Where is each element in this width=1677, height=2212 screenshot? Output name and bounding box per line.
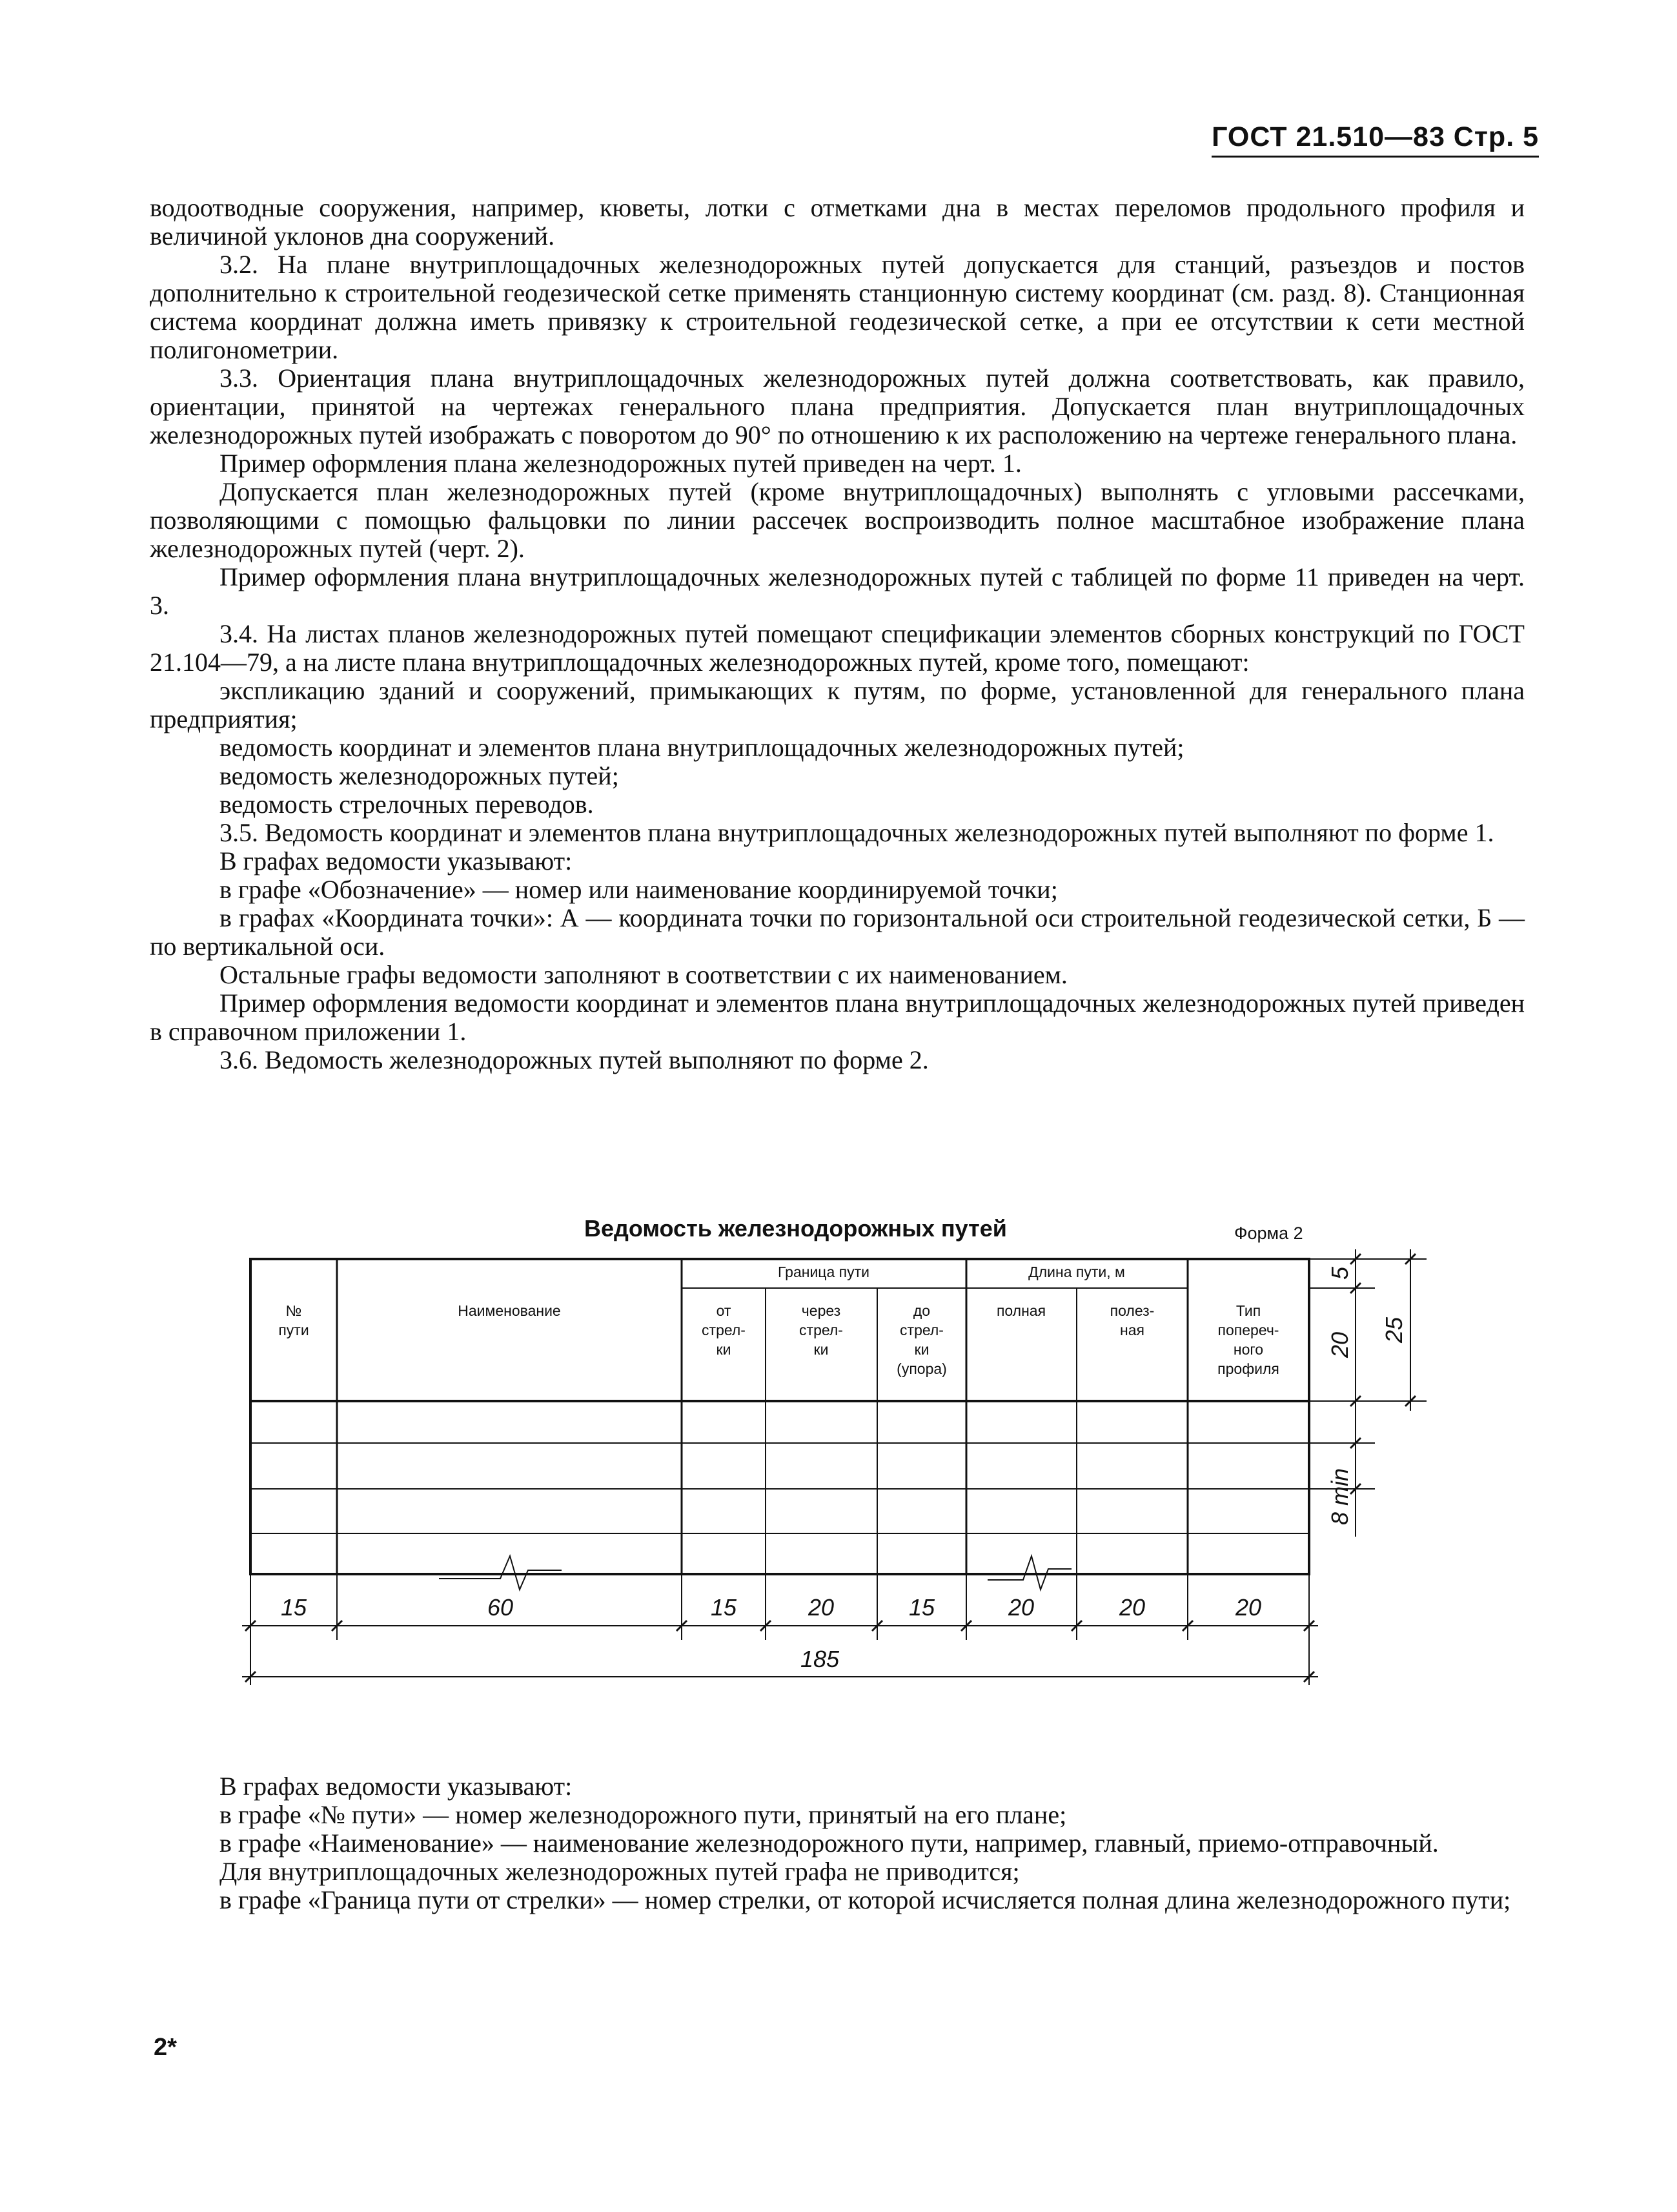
dim-row-height: 8 min	[1326, 1468, 1353, 1526]
dim-width-name: 60	[487, 1594, 514, 1621]
header-no-line1: №	[285, 1302, 302, 1319]
paragraph: Пример оформления ведомости координат и элементов плана внутриплощадочных железнодорожных путей приведен в справочном приложении 1.	[150, 988, 1525, 1046]
header-to-line3: ки	[914, 1341, 930, 1358]
paragraph: Допускается план железнодорожных путей (кроме внутриплощадочных) выполнять с угловыми рассечками, позволяющими с помощью фальцовки по линии рассечек воспроизводить полное масштабное изображение плана железнодорожных путей (черт. 2).	[150, 477, 1525, 563]
header-through-line1: через	[801, 1302, 841, 1319]
dim-width-from: 15	[710, 1594, 737, 1621]
header-through-line2: стрел-	[799, 1322, 843, 1338]
header-to-line1: до	[913, 1302, 931, 1319]
dim-total-width: 185	[800, 1646, 840, 1672]
dim-width-to: 15	[908, 1594, 935, 1621]
paragraph: водоотводные сооружения, например, кюветы, лотки с отметками дна в местах переломов продольного профиля и величиной уклонов дна сооружений.	[150, 193, 1525, 251]
header-useful-line2: ная	[1120, 1322, 1144, 1338]
header-no-line2: пути	[278, 1322, 309, 1338]
dim-width-type: 20	[1235, 1594, 1262, 1621]
header-to-line2: стрел-	[900, 1322, 944, 1338]
header-to-line4: (упора)	[897, 1360, 947, 1377]
header-from-line3: ки	[716, 1341, 731, 1358]
header-type-line2: попереч-	[1217, 1322, 1279, 1338]
text-block-bottom	[150, 1772, 1525, 1914]
form-title: Ведомость железнодорожных путей	[584, 1215, 1007, 1242]
paragraph: Для внутриплощадочных железнодорожных путей графа не приводится;	[219, 1857, 1020, 1886]
dim-header-top: 5	[1326, 1266, 1353, 1280]
paragraph: в графе «Граница пути от стрелки» — номер стрелки, от которой исчисляется полная длина железнодорожного пути;	[219, 1885, 1511, 1914]
paragraph: экспликацию зданий и сооружений, примыкающих к путям, по форме, установленной для генерального плана предприятия;	[150, 676, 1525, 733]
page-number: 2*	[154, 2034, 177, 2061]
header-useful-line1: полез-	[1110, 1302, 1155, 1319]
header-group-boundary: Граница пути	[778, 1264, 869, 1280]
paragraph: в графах «Координата точки»: А — координата точки по горизонтальной оси строительной геодезической сетки, Б — по вертикальной оси.	[150, 903, 1525, 961]
header-type-line1: Тип	[1235, 1302, 1261, 1319]
dim-width-full: 20	[1008, 1594, 1035, 1621]
header-type-line4: профиля	[1217, 1360, 1279, 1377]
form-number: Форма 2	[1234, 1224, 1303, 1243]
paragraph: ведомость стрелочных переводов.	[219, 790, 594, 819]
paragraph: В графах ведомости указывают:	[219, 1772, 573, 1801]
dim-width-no: 15	[280, 1594, 307, 1621]
paragraph: 3.6. Ведомость железнодорожных путей выполняют по форме 2.	[219, 1045, 929, 1074]
paragraph: в графе «№ пути» — номер железнодорожного пути, принятый на его плане;	[219, 1800, 1067, 1829]
header-from-line1: от	[716, 1302, 731, 1319]
paragraph: 3.2. На плане внутриплощадочных железнодорожных путей допускается для станций, разъездов и постов дополнительно к строительной геодезической сетке применять станционную систему координат (см. разд. 8). Станционная система координат должна иметь привязку к строительной геодезической сетке, а при ее отсутствии к сети местной полигонометрии.	[150, 250, 1525, 364]
paragraph: 3.4. На листах планов железнодорожных путей помещают спецификации элементов сборных конструкций по ГОСТ 21.104—79, а на листе плана внутриплощадочных железнодорожных путей, кроме того, помещают:	[150, 619, 1525, 677]
header-full: полная	[996, 1302, 1046, 1319]
paragraph: Пример оформления плана внутриплощадочных железнодорожных путей с таблицей по форме 11 приведен на черт. 3.	[150, 562, 1525, 620]
dim-width-useful: 20	[1119, 1594, 1146, 1621]
paragraph: ведомость железнодорожных путей;	[219, 761, 619, 790]
paragraph: 3.3. Ориентация плана внутриплощадочных железнодорожных путей должна соответствовать, как правило, ориентации, принятой на чертежах генерального плана предприятия. Допускается план внутриплощадочных железнодорожных путей изображать с поворотом до 90° по отношению к их расположению на чертеже генерального плана.	[150, 364, 1525, 449]
paragraph: 3.5. Ведомость координат и элементов плана внутриплощадочных железнодорожных путей выполняют по форме 1.	[219, 818, 1494, 847]
header-name: Наименование	[458, 1302, 561, 1319]
document-header: ГОСТ 21.510—83 Стр. 5	[1212, 121, 1539, 158]
paragraph: Пример оформления плана железнодорожных путей приведен на черт. 1.	[219, 449, 1022, 478]
dim-width-through: 20	[808, 1594, 835, 1621]
paragraph: ведомость координат и элементов плана внутриплощадочных железнодорожных путей;	[219, 733, 1184, 762]
header-from-line2: стрел-	[702, 1322, 746, 1338]
paragraph: в графе «Обозначение» — номер или наименование координируемой точки;	[219, 875, 1058, 904]
header-through-line3: ки	[813, 1341, 829, 1358]
paragraph: В графах ведомости указывают:	[219, 846, 573, 876]
dim-header-total: 25	[1381, 1316, 1407, 1344]
header-group-length: Длина пути, м	[1028, 1264, 1125, 1280]
paragraph: Остальные графы ведомости заполняют в соответствии с их наименованием.	[219, 960, 1068, 989]
dim-header-height: 20	[1326, 1331, 1353, 1358]
header-type-line3: ного	[1233, 1341, 1264, 1358]
paragraph: в графе «Наименование» — наименование железнодорожного пути, например, главный, приемо-отправочный.	[219, 1828, 1439, 1858]
